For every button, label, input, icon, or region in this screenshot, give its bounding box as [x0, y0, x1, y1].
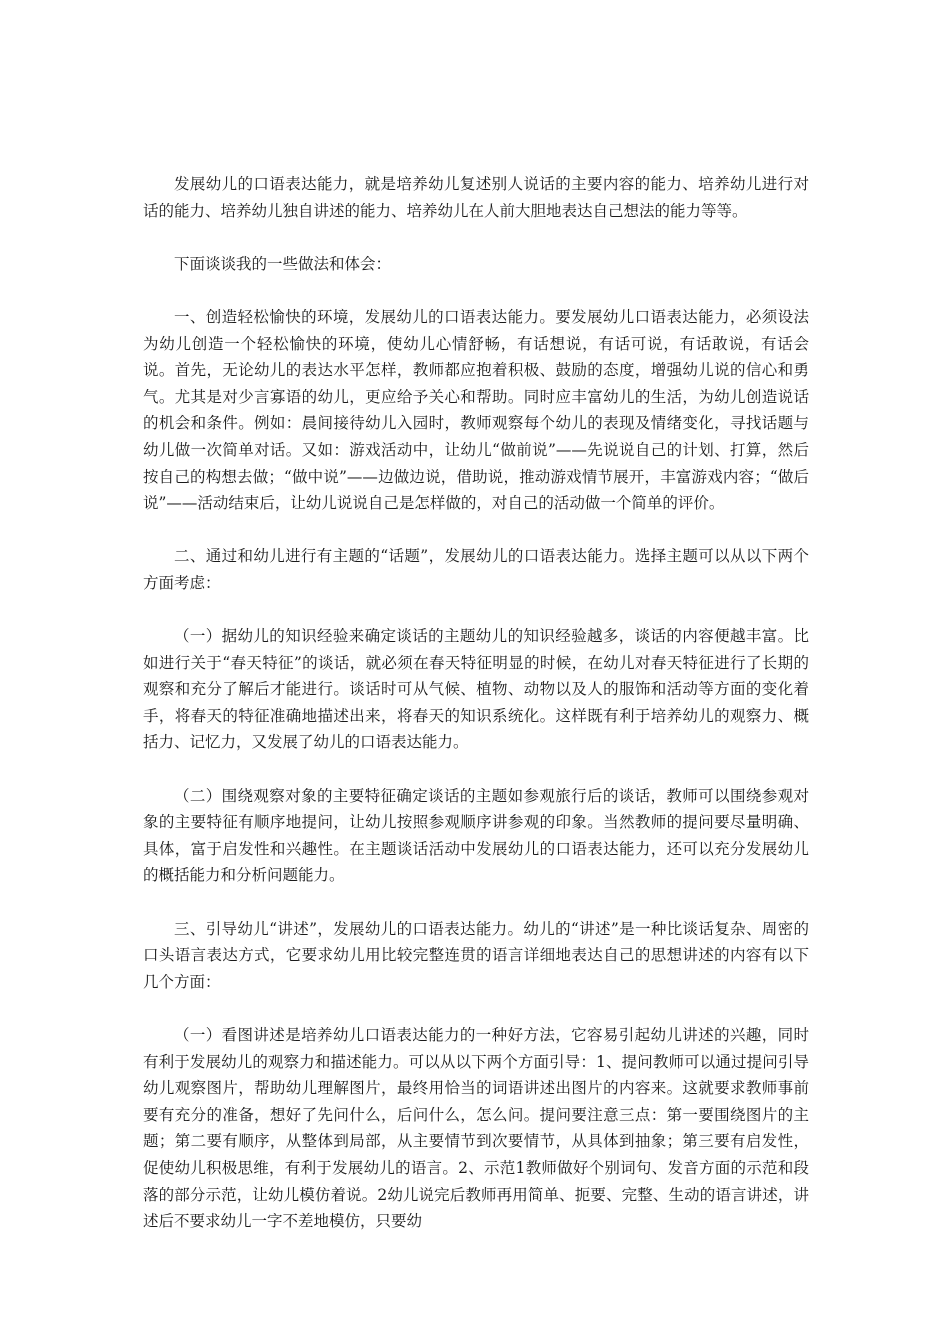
document-body: [143, 171, 809, 1235]
paragraph-section-2: 二、通过和幼儿进行有主题的“话题”，发展幼儿的口语表达能力。选择主题可以从以下两个方面考虑：: [143, 547, 809, 592]
paragraph-lead-in: 下面谈谈我的一些做法和体会：: [174, 254, 392, 273]
paragraph-section-3-item-1: （一）看图讲述是培养幼儿口语表达能力的一种好方法，它容易引起幼儿讲述的兴趣，同时有利于发展幼儿的观察力和描述能力。可以从以下两个方面引导：1、提问教师可以通过提问引导幼儿观察图片，帮助幼儿理解图片，最终用恰当的词语讲述出图片的内容来。这就要求教师事前要有充分的准备，想好了先问什么，后问什么，怎么问。提问要注意三点：第一要围绕图片的主题；第二要有顺序，从整体到局部，从主要情节到次要情节，从具体到抽象；第三要有启发性，促使幼儿积极思维，有利于发展幼儿的语言。2、示范1教师做好个别词句、发音方面的示范和段落的部分示范，让幼儿模仿着说。2幼儿说完后教师再用简单、扼要、完整、生动的语言讲述，讲述后不要求幼儿一字不差地模仿，只要幼: [143, 1026, 809, 1231]
paragraph-section-1: 一、创造轻松愉快的环境，发展幼儿的口语表达能力。要发展幼儿口语表达能力，必须设法为幼儿创造一个轻松愉快的环境，使幼儿心情舒畅，有话想说，有话可说，有话敢说，有话会说。首先，无论幼儿的表达水平怎样，教师都应抱着积极、鼓励的态度，增强幼儿说的信心和勇气。尤其是对少言寡语的幼儿，更应给予关心和帮助。同时应丰富幼儿的生活，为幼儿创造说话的机会和条件。例如：晨间接待幼儿入园时，教师观察每个幼儿的表现及情绪变化，寻找话题与幼儿做一次简单对话。又如：游戏活动中，让幼儿“做前说”——先说说自己的计划、打算，然后按自己的构想去做；“做中说”——边做边说，借助说，推动游戏情节展开，丰富游戏内容；“做后说”——活动结束后，让幼儿说说自己是怎样做的，对自己的活动做一个简单的评价。: [143, 307, 809, 513]
paragraph-section-2-item-2: （二）围绕观察对象的主要特征确定谈话的主题如参观旅行后的谈话，教师可以围绕参观对象的主要特征有顺序地提问，让幼儿按照参观顺序讲参观的印象。当然教师的提问要尽量明确、具体，富于启发性和兴趣性。在主题谈话活动中发展幼儿的口语表达能力，还可以充分发展幼儿的概括能力和分析问题能力。: [143, 786, 809, 885]
paragraph-intro: 发展幼儿的口语表达能力，就是培养幼儿复述别人说话的主要内容的能力、培养幼儿进行对话的能力、培养幼儿独自讲述的能力、培养幼儿在人前大胆地表达自己想法的能力等等。: [143, 175, 809, 220]
paragraph-section-3: 三、引导幼儿“讲述”，发展幼儿的口语表达能力。幼儿的“讲述”是一种比谈话复杂、周密的口头语言表达方式，它要求幼儿用比较完整连贯的语言详细地表达自己的思想讲述的内容有以下几个方面：: [143, 919, 809, 991]
paragraph-section-2-item-1: （一）据幼儿的知识经验来确定谈话的主题幼儿的知识经验越多，谈话的内容便越丰富。比如进行关于“春天特征”的谈话，就必须在春天特征明显的时候，在幼儿对春天特征进行了长期的观察和充分了解后才能进行。谈话时可从气候、植物、动物以及人的服饰和活动等方面的变化着手，将春天的特征准确地描述出来，将春天的知识系统化。这样既有利于培养幼儿的观察力、概括力、记忆力，又发展了幼儿的口语表达能力。: [143, 627, 809, 752]
